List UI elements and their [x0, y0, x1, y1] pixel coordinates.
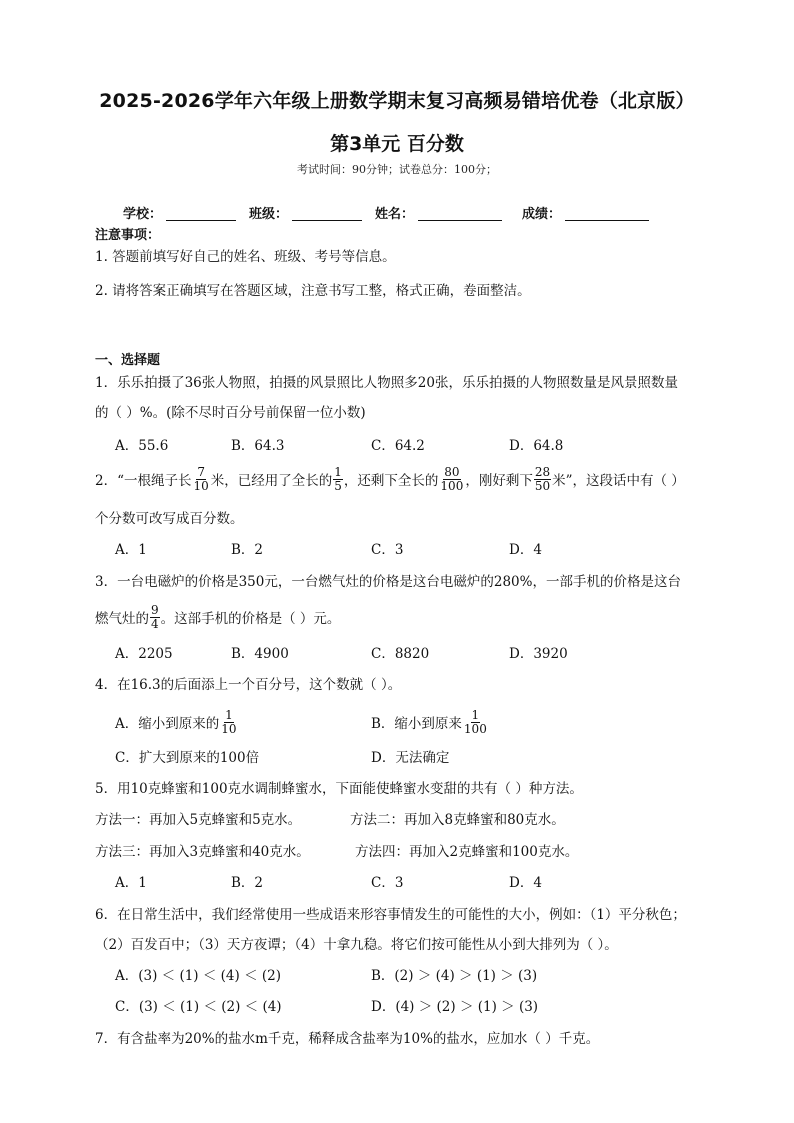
q5-text: 5．用10克蜂蜜和100克水调制蜂蜜水，下面能使蜂蜜水变甜的共有（ ）种方法。 — [95, 781, 583, 797]
q3-option-d[interactable]: D．3920 — [509, 646, 568, 662]
fraction — [193, 466, 210, 493]
q1-option-c[interactable]: C．64.2 — [371, 438, 425, 454]
q1-text: 1．乐乐拍摄了36张人物照，拍摄的风景照比人物照多20张，乐乐拍摄的人物照数量是风景照数量 — [95, 375, 678, 391]
q1-option-a[interactable]: A．55.6 — [115, 438, 169, 454]
q3-text: 3．一台电磁炉的价格是350元，一台燃气灶的价格是这台电磁炉的280%，一部手机的价格是这台 — [95, 574, 681, 590]
fraction-numerator: 7 — [197, 465, 205, 479]
q4-option-b[interactable] — [371, 708, 489, 738]
class-field[interactable] — [249, 203, 362, 222]
fraction-denominator: 5 — [334, 479, 342, 493]
score-label: 成绩： — [522, 207, 562, 222]
q6-option-b[interactable]: B．(2) ＞ (4) ＞ (1) ＞ (3) — [371, 968, 538, 984]
q5-option-d[interactable]: D．4 — [509, 875, 542, 891]
q2-text-part: ，刚好剩下 — [465, 473, 533, 489]
name-label: 姓名： — [375, 207, 415, 222]
note-item: 1. 答题前填写好自己的姓名、班级、考号等信息。 — [95, 249, 396, 265]
q6-text-2: （2）百发百中；（3）天方夜谭；（4）十拿九稳。将它们按可能性从小到大排列为（ ）。 — [95, 937, 618, 953]
note-item: 2. 请将答案正确填写在答题区域，注意书写工整，格式正确，卷面整洁。 — [95, 283, 531, 299]
q3-text-part: 燃气灶的 — [95, 611, 149, 627]
fraction — [150, 604, 160, 631]
q4-option-a[interactable] — [115, 708, 239, 738]
q2-option-a[interactable]: A．1 — [115, 542, 147, 558]
class-blank[interactable] — [292, 206, 362, 221]
q2-text-2: 个分数可改写成百分数。 — [95, 511, 244, 527]
q1-option-b[interactable]: B．64.3 — [231, 438, 285, 454]
fraction-numerator: 9 — [151, 603, 159, 617]
exam-info: 考试时间：90分钟；试卷总分：100分； — [297, 163, 497, 176]
q2-text-part: 米”，这段话中有（ ） — [552, 473, 685, 489]
fraction-denominator: 4 — [151, 617, 159, 631]
name-field[interactable] — [375, 203, 502, 222]
q5-method-4: 方法四：再加入2克蜂蜜和100克水。 — [355, 844, 579, 860]
q4-option-a-label: A．缩小到原来的 — [115, 716, 220, 732]
student-info-row — [0, 203, 794, 223]
q4-option-c[interactable]: C．扩大到原来的100倍 — [115, 750, 260, 766]
fraction-numerator: 1 — [225, 708, 233, 722]
q7-text: 7．有含盐率为20%的盐水m千克，稀释成含盐率为10%的盐水，应加水（ ）千克。 — [95, 1031, 600, 1047]
q5-method-3: 方法三：再加入3克蜂蜜和40克水。 — [95, 844, 310, 860]
fraction-denominator: 10 — [193, 479, 209, 493]
q2-option-b[interactable]: B．2 — [231, 542, 264, 558]
q3-option-c[interactable]: C．8820 — [371, 646, 430, 662]
q6-option-c[interactable]: C．(3) ＜ (1) ＜ (2) ＜ (4) — [115, 999, 282, 1015]
fraction-denominator: 100 — [463, 722, 487, 736]
q5-method-2: 方法二：再加入8克蜂蜜和80克水。 — [350, 812, 565, 828]
page-title: 2025-2026学年六年级上册数学期末复习高频易错培优卷（北京版） — [99, 90, 695, 112]
q1-option-d[interactable]: D．64.8 — [509, 438, 564, 454]
score-field[interactable] — [522, 203, 649, 222]
q4-option-b-label: B．缩小到原来 — [371, 716, 462, 732]
q6-text: 6．在日常生活中，我们经常使用一些成语来形容事情发生的可能性的大小，例如：（1）平分秋色； — [95, 907, 686, 923]
q3-text-2 — [95, 603, 341, 633]
q4-text: 4．在16.3的后面添上一个百分号，这个数就（ ）。 — [95, 677, 402, 693]
fraction-numerator: 1 — [334, 465, 342, 479]
q4-option-d[interactable]: D．无法确定 — [371, 750, 450, 766]
q5-option-a[interactable]: A．1 — [115, 875, 147, 891]
section-heading: 一、选择题 — [95, 353, 161, 368]
fraction-numerator: 80 — [444, 465, 460, 479]
q1-text-2: 的（ ）%。(除不尽时百分号前保留一位小数) — [95, 405, 366, 421]
fraction-numerator: 1 — [471, 708, 480, 722]
q2-option-d[interactable]: D．4 — [509, 542, 542, 558]
class-label: 班级： — [249, 207, 289, 222]
fraction — [534, 466, 551, 493]
fraction — [220, 709, 237, 736]
fraction-denominator: 100 — [440, 479, 464, 493]
fraction — [439, 466, 464, 493]
q5-method-1: 方法一：再加入5克蜂蜜和5克水。 — [95, 812, 302, 828]
score-blank[interactable] — [565, 206, 649, 221]
fraction-denominator: 50 — [534, 479, 551, 493]
notes-heading: 注意事项： — [95, 228, 161, 243]
fraction — [333, 466, 343, 493]
q3-option-b[interactable]: B．4900 — [231, 646, 289, 662]
name-blank[interactable] — [418, 206, 502, 221]
fraction — [463, 709, 488, 736]
fraction-numerator: 28 — [534, 465, 551, 479]
q2-text-part: 2．“一根绳子长 — [95, 473, 192, 489]
q5-option-b[interactable]: B．2 — [231, 875, 264, 891]
school-field[interactable] — [123, 203, 236, 222]
q5-option-c[interactable]: C．3 — [371, 875, 404, 891]
school-blank[interactable] — [166, 206, 236, 221]
q2-text — [95, 465, 685, 495]
q2-text-part: ，还剩下全长的 — [343, 473, 439, 489]
q6-option-d[interactable]: D．(4) ＞ (2) ＞ (1) ＞ (3) — [371, 999, 539, 1015]
q6-option-a[interactable]: A．(3) ＜ (1) ＜ (4) ＜ (2) — [115, 968, 281, 984]
fraction-denominator: 10 — [221, 722, 237, 736]
q3-option-a[interactable]: A．2205 — [115, 646, 173, 662]
unit-subtitle: 第3单元 百分数 — [330, 133, 464, 155]
q2-text-part: 米，已经用了全长的 — [210, 473, 333, 489]
q2-option-c[interactable]: C．3 — [371, 542, 404, 558]
school-label: 学校： — [123, 207, 163, 222]
q3-text-part: 。这部手机的价格是（ ）元。 — [160, 611, 341, 627]
